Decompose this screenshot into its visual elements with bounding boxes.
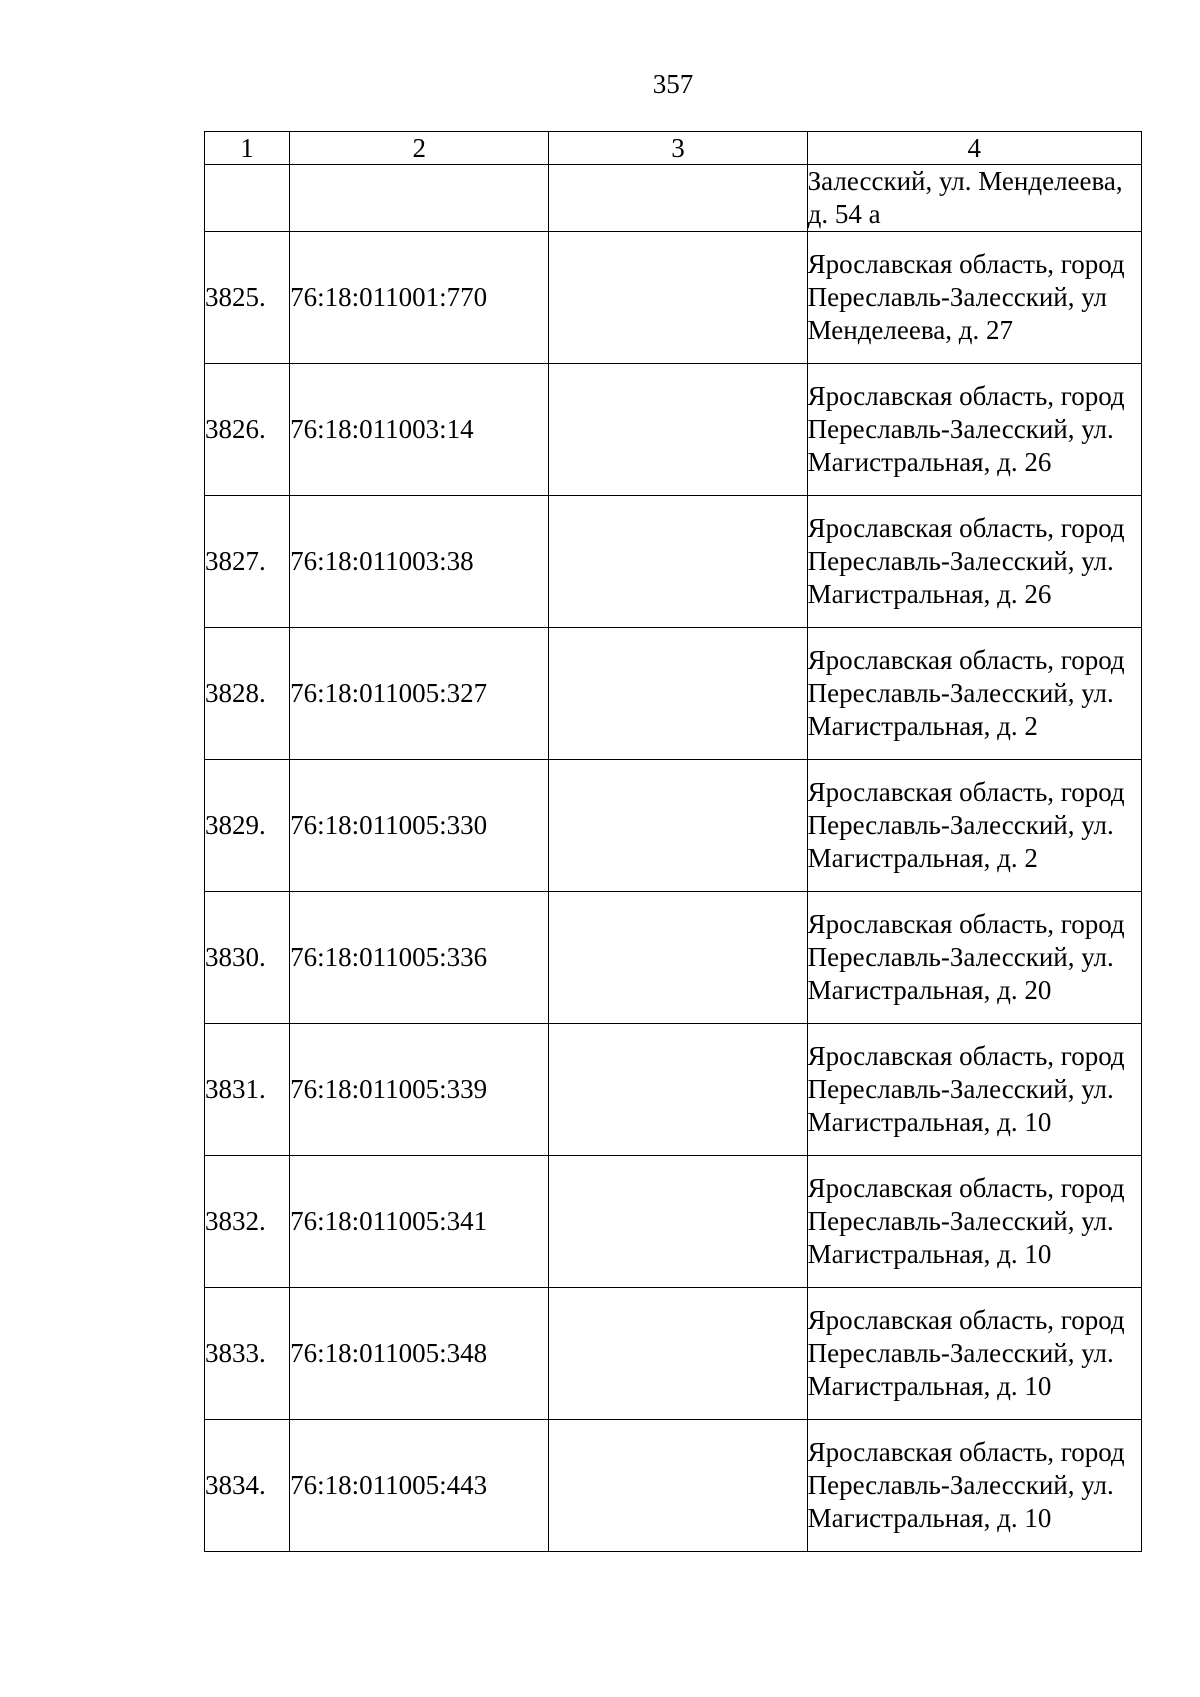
table-header-row: [205, 132, 1142, 165]
address-cell: Ярославская область, город Переславль-Залесский, ул. Магистральная, д. 10: [807, 1024, 1141, 1156]
table-row-continuation: [205, 165, 1142, 232]
cadastral-number: 76:18:011005:348: [290, 1288, 549, 1420]
table-row: [205, 1156, 1142, 1288]
table-row: [205, 760, 1142, 892]
row-number: 3828.: [205, 628, 290, 760]
column-3-cell: [549, 1420, 807, 1552]
column-3-cell: [549, 496, 807, 628]
column-3-cell: [549, 1024, 807, 1156]
column-3-cell: [549, 628, 807, 760]
address-cell: Ярославская область, город Переславль-Залесский, ул. Магистральная, д. 2: [807, 760, 1141, 892]
table-row: [205, 892, 1142, 1024]
row-number: 3830.: [205, 892, 290, 1024]
row-number: [205, 165, 290, 232]
cadastral-number: 76:18:011005:327: [290, 628, 549, 760]
header-col-1: 1: [205, 132, 290, 165]
column-3-cell: [549, 364, 807, 496]
row-number: 3827.: [205, 496, 290, 628]
address-cell: Залесский, ул. Менделеева, д. 54 а: [807, 165, 1141, 232]
cadastral-number: 76:18:011005:443: [290, 1420, 549, 1552]
column-3-cell: [549, 165, 807, 232]
column-3-cell: [549, 1288, 807, 1420]
cadastral-number: 76:18:011005:339: [290, 1024, 549, 1156]
cadastral-number: [290, 165, 549, 232]
address-cell: Ярославская область, город Переславль-Залесский, ул. Магистральная, д. 10: [807, 1420, 1141, 1552]
column-3-cell: [549, 1156, 807, 1288]
registry-table: [204, 131, 1142, 1552]
row-number: 3825.: [205, 232, 290, 364]
address-cell: Ярославская область, город Переславль-Залесский, ул Менделеева, д. 27: [807, 232, 1141, 364]
table-row: [205, 1420, 1142, 1552]
cadastral-number: 76:18:011005:330: [290, 760, 549, 892]
header-col-3: 3: [549, 132, 807, 165]
table-row: [205, 232, 1142, 364]
page-number: 357: [652, 69, 694, 99]
table-row: [205, 628, 1142, 760]
column-3-cell: [549, 232, 807, 364]
column-3-cell: [549, 892, 807, 1024]
address-cell: Ярославская область, город Переславль-Залесский, ул. Магистральная, д. 26: [807, 496, 1141, 628]
row-number: 3833.: [205, 1288, 290, 1420]
table-row: [205, 364, 1142, 496]
cadastral-number: 76:18:011005:336: [290, 892, 549, 1024]
table-row: [205, 496, 1142, 628]
address-cell: Ярославская область, город Переславль-Залесский, ул. Магистральная, д. 10: [807, 1156, 1141, 1288]
cadastral-number: 76:18:011001:770: [290, 232, 549, 364]
row-number: 3832.: [205, 1156, 290, 1288]
header-col-2: 2: [290, 132, 549, 165]
row-number: 3831.: [205, 1024, 290, 1156]
column-3-cell: [549, 760, 807, 892]
address-cell: Ярославская область, город Переславль-Залесский, ул. Магистральная, д. 26: [807, 364, 1141, 496]
cadastral-number: 76:18:011003:38: [290, 496, 549, 628]
row-number: 3834.: [205, 1420, 290, 1552]
table-row: [205, 1288, 1142, 1420]
address-cell: Ярославская область, город Переславль-Залесский, ул. Магистральная, д. 20: [807, 892, 1141, 1024]
header-col-4: 4: [807, 132, 1141, 165]
row-number: 3826.: [205, 364, 290, 496]
cadastral-number: 76:18:011003:14: [290, 364, 549, 496]
cadastral-number: 76:18:011005:341: [290, 1156, 549, 1288]
row-number: 3829.: [205, 760, 290, 892]
address-cell: Ярославская область, город Переславль-Залесский, ул. Магистральная, д. 2: [807, 628, 1141, 760]
address-cell: Ярославская область, город Переславль-Залесский, ул. Магистральная, д. 10: [807, 1288, 1141, 1420]
table-row: [205, 1024, 1142, 1156]
